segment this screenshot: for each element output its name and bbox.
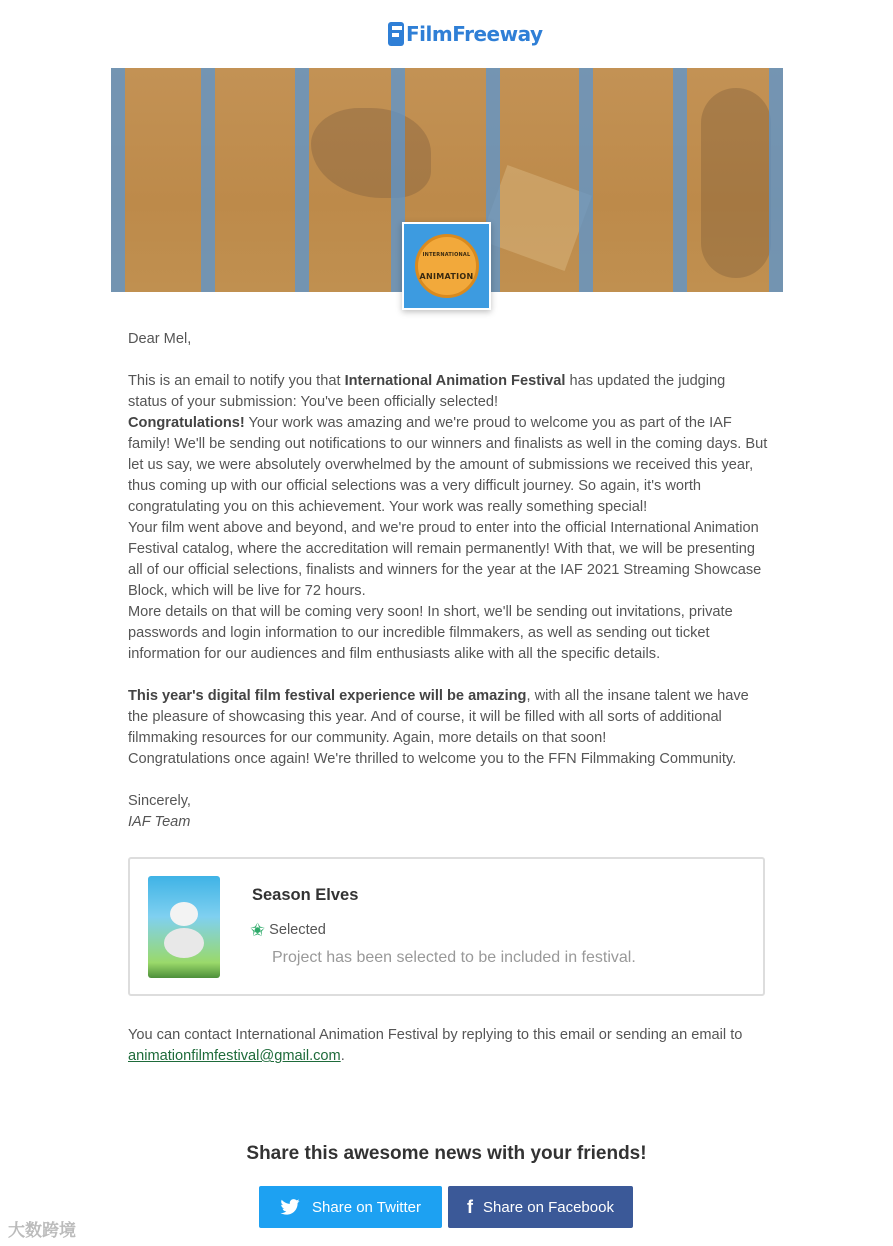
festival-seal-icon: INTERNATIONAL ANIMATION (415, 234, 479, 298)
signoff: Sincerely, (128, 793, 191, 809)
paragraph-congratulations: Congratulations! Your work was amazing and we're proud to welcome you as part of the IAF family! We'll be sending out notifications to our winners and finalists as well in the coming days. But let us say, we were absolutely overwhelmed by the amount of submissions we received this year, thus coming up with our official selections was a very difficult journey. So again, it's worth congratulating you on this achievement. Your work was really something special! (128, 415, 768, 515)
festival-logo-badge (402, 222, 491, 310)
contact-info: You can contact International Animation Festival by replying to this email or sending an email to animationfilmfestival@gmail.com. (128, 1027, 743, 1064)
star-check-icon: ✬ (250, 920, 266, 940)
watermark-text: 大数跨境 (8, 1221, 76, 1240)
paragraph-notification: This is an email to notify you that International Animation Festival has updated the judging status of your submission: You've been officially selected! (128, 373, 726, 410)
project-status (250, 921, 326, 939)
email-body (128, 329, 768, 833)
facebook-f-icon: f (467, 1196, 474, 1217)
filmfreeway-logo-icon (388, 22, 404, 46)
filmfreeway-logo[interactable] (388, 20, 542, 48)
logo-text: FilmFreeway (406, 22, 543, 46)
facebook-label: Share on Facebook (483, 1198, 614, 1216)
contact-email-link[interactable]: animationfilmfestival@gmail.com (128, 1048, 341, 1064)
twitter-label: Share on Twitter (312, 1198, 421, 1216)
project-card[interactable] (128, 857, 765, 996)
paragraph-catalog: Your film went above and beyond, and we're proud to enter into the official International Animation Festival catalog, where the accreditation will remain permanently! With that, we will be presenting all of our official selections, finalists and winners for the year at the IAF 2021 Streaming Showcase Block, which will be live for 72 hours. (128, 520, 762, 599)
paragraph-experience: This year's digital film festival experience will be amazing, with all the insane talent we have the pleasure of showcasing this year. And of course, it will be filled with all sorts of additional filmmaking resources for our community. Again, more details on that soon! (128, 688, 749, 746)
share-heading: Share this awesome news with your friends! (246, 1143, 647, 1164)
greeting: Dear Mel, (128, 331, 192, 347)
paragraph-welcome: Congratulations once again! We're thrilled to welcome you to the FFN Filmmaking Community. (128, 751, 737, 767)
signature: IAF Team (128, 814, 191, 830)
project-poster-image[interactable] (148, 876, 220, 978)
twitter-bird-icon (280, 1199, 300, 1215)
status-label: Selected (269, 922, 326, 938)
status-description: Project has been selected to be included in festival. (272, 949, 636, 966)
share-facebook-button[interactable] (448, 1186, 633, 1228)
project-title[interactable]: Season Elves (252, 886, 359, 904)
paragraph-details: More details on that will be coming very soon! In short, we'll be sending out invitations, private passwords and login information to our incredible filmmakers, as well as sending out ticket information for our audiences and film enthusiasts alike with all the specific details. (128, 604, 733, 662)
share-twitter-button[interactable] (259, 1186, 442, 1228)
